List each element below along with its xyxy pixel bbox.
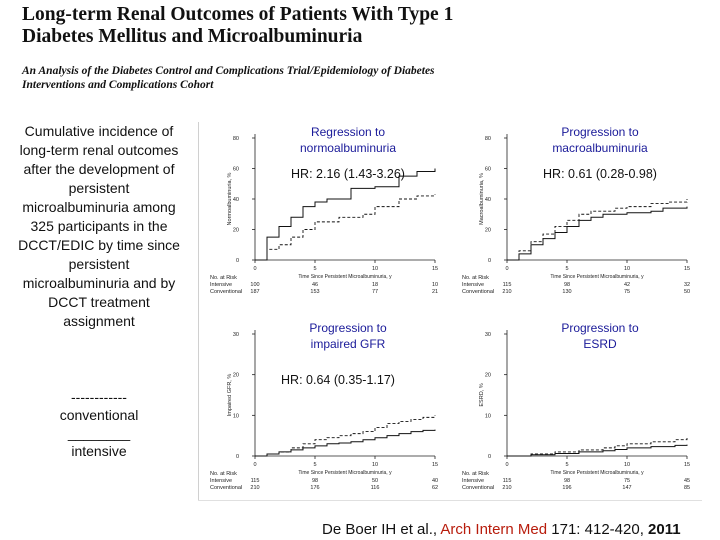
legend-conventional-label: conventional [59, 407, 139, 423]
risk-table-value: 210 [502, 289, 512, 295]
risk-table-value: 50 [371, 478, 379, 484]
x-tick-label: 0 [505, 266, 509, 272]
y-tick-label: 60 [232, 166, 239, 173]
y-tick-label: 40 [484, 197, 491, 203]
x-tick-label: 10 [371, 462, 379, 468]
risk-table-label: No. at Risk [210, 275, 237, 281]
y-tick-label: 20 [484, 227, 491, 234]
risk-table-value: 77 [371, 289, 379, 295]
legend-intensive-label: intensive [71, 443, 127, 459]
x-tick-label: 15 [683, 266, 691, 272]
citation-volume: 171: 412-420, [547, 521, 649, 538]
y-tick-label: 0 [235, 258, 239, 264]
figure-legend [18, 388, 180, 460]
risk-table-label: No. at Risk [462, 471, 489, 477]
kaplan-meier-figure [198, 118, 702, 500]
risk-table-row-name: Conventional [462, 485, 495, 491]
series-line-conventional [507, 199, 687, 260]
figure-description: Cumulative incidence of long-term renal outcomes after the development of persistent microalbuminuria among 325 participants in the DCCT/EDIC by time since persistent microalbuminuria and by DCCT treatment assignment [18, 123, 180, 329]
slide-title: Long-term Renal Outcomes of Patients With Type 1 Diabetes Mellitus and Microalbuminuria [22, 4, 454, 47]
chart-panel-3 [210, 321, 438, 491]
y-tick-label: 40 [232, 197, 239, 203]
risk-table-value: 21 [431, 289, 439, 295]
risk-table-label: No. at Risk [210, 471, 237, 477]
citation [322, 521, 681, 538]
risk-table-value: 196 [562, 485, 572, 491]
x-tick-label: 0 [505, 462, 509, 468]
x-axis-label: Time Since Persistent Microalbuminuria, y [298, 274, 392, 280]
risk-table-row-name: Intensive [462, 478, 485, 484]
risk-table-value: 210 [502, 485, 512, 491]
risk-table-row-name: Conventional [210, 289, 243, 295]
risk-table-row-name: Intensive [462, 282, 485, 288]
risk-table-value: 115 [502, 478, 512, 484]
y-tick-label: 10 [484, 413, 491, 420]
risk-table-value: 153 [310, 289, 320, 295]
x-tick-label: 5 [313, 462, 317, 468]
citation-year: 2011 [648, 521, 681, 538]
risk-table-value: 75 [623, 478, 631, 484]
panel-title-line-1: Progression to [561, 321, 639, 335]
y-tick-label: 60 [484, 166, 491, 173]
x-axis-label: Time Since Persistent Microalbuminuria, y [550, 470, 644, 476]
risk-table-value: 50 [683, 289, 691, 295]
chart-panel-1 [210, 125, 438, 295]
y-tick-label: 0 [487, 258, 491, 264]
y-tick-label: 30 [232, 332, 239, 338]
y-tick-label: 20 [232, 372, 239, 379]
risk-table-row-name: Intensive [210, 478, 233, 484]
series-line-intensive [507, 207, 687, 260]
y-axis-label: Impaired GFR, % [227, 373, 233, 417]
y-axis-label: Macroalbuminuria, % [479, 173, 485, 225]
risk-table-value: 147 [622, 485, 632, 491]
hazard-ratio: HR: 2.16 (1.43-3.26) [291, 167, 405, 181]
risk-table-value: 42 [623, 282, 631, 288]
x-tick-label: 5 [565, 266, 569, 272]
x-tick-label: 5 [565, 462, 569, 468]
panel-title-line-2: ESRD [583, 337, 617, 351]
risk-table-row-name: Conventional [210, 485, 243, 491]
risk-table-value: 18 [371, 282, 379, 288]
risk-table-value: 115 [502, 282, 512, 288]
risk-table-value: 45 [683, 478, 691, 484]
risk-table-value: 10 [431, 282, 439, 288]
y-tick-label: 0 [235, 454, 239, 460]
x-tick-label: 0 [253, 266, 257, 272]
slide-subtitle: An Analysis of the Diabetes Control and Complications Trial/Epidemiology of Diabetes Interventions and Complications Cohort [22, 65, 435, 91]
y-axis-label: Normoalbuminuria, % [227, 172, 233, 226]
legend-dash-symbol: ------------ [71, 389, 127, 405]
chart-panel-4 [462, 321, 690, 491]
risk-table-value: 62 [431, 485, 439, 491]
risk-table-value: 115 [250, 478, 260, 484]
risk-table-value: 75 [623, 289, 631, 295]
risk-table-row-name: Intensive [210, 282, 233, 288]
risk-table-value: 46 [311, 282, 319, 288]
series-line-conventional [255, 194, 435, 260]
series-line-intensive [255, 169, 435, 261]
risk-table-value: 176 [310, 485, 320, 491]
risk-table-value: 85 [683, 485, 691, 491]
risk-table-value: 187 [250, 289, 260, 295]
y-tick-label: 80 [484, 136, 491, 142]
risk-table-value: 116 [370, 485, 380, 491]
x-tick-label: 10 [623, 462, 631, 468]
hazard-ratio: HR: 0.61 (0.28-0.98) [543, 167, 657, 181]
panel-title-line-1: Progression to [561, 125, 639, 139]
x-axis-label: Time Since Persistent Microalbuminuria, y [298, 470, 392, 476]
risk-table-value: 100 [250, 282, 260, 288]
risk-table-value: 98 [311, 478, 319, 484]
x-tick-label: 15 [683, 462, 691, 468]
risk-table-value: 130 [562, 289, 572, 295]
y-tick-label: 0 [487, 454, 491, 460]
y-axis-label: ESRD, % [479, 383, 485, 407]
citation-authors: De Boer IH et al., [322, 521, 441, 538]
figure-bottom-border [198, 500, 702, 501]
y-tick-label: 10 [232, 413, 239, 420]
y-tick-label: 30 [484, 332, 491, 338]
x-tick-label: 10 [371, 266, 379, 272]
hazard-ratio: HR: 0.64 (0.35-1.17) [281, 373, 395, 387]
x-tick-label: 0 [253, 462, 257, 468]
series-line-conventional [255, 415, 435, 456]
x-tick-label: 5 [313, 266, 317, 272]
panel-title-line-2: normoalbuminuria [299, 141, 397, 155]
x-tick-label: 10 [623, 266, 631, 272]
citation-journal: Arch Intern Med [440, 521, 548, 538]
panel-title-line-1: Regression to [310, 125, 386, 139]
risk-table-row-name: Conventional [462, 289, 495, 295]
risk-table-value: 98 [563, 478, 571, 484]
risk-table-value: 32 [683, 282, 691, 288]
legend-solid-symbol: ________ [67, 425, 131, 441]
risk-table-value: 98 [563, 282, 571, 288]
y-tick-label: 80 [232, 136, 239, 142]
panel-title-line-1: Progression to [309, 321, 387, 335]
x-tick-label: 15 [431, 266, 439, 272]
panel-title-line-2: impaired GFR [310, 337, 386, 351]
risk-table-label: No. at Risk [462, 275, 489, 281]
panel-title-line-2: macroalbuminuria [552, 141, 648, 155]
chart-panel-2 [462, 125, 690, 295]
y-tick-label: 20 [232, 227, 239, 234]
risk-table-value: 40 [431, 478, 439, 484]
risk-table-value: 210 [250, 485, 260, 491]
y-tick-label: 20 [484, 372, 491, 379]
x-tick-label: 15 [431, 462, 439, 468]
x-axis-label: Time Since Persistent Microalbuminuria, y [550, 274, 644, 280]
